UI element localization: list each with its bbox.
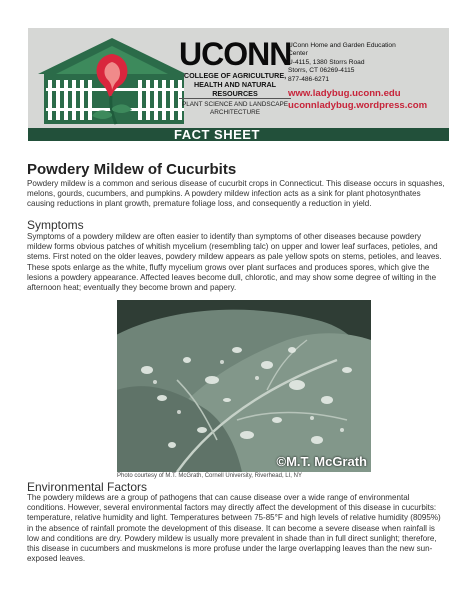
uconn-house-logo-icon [34,34,194,126]
powdery-mildew-leaf-photo [117,300,371,472]
page-title: Powdery Mildew of Cucurbits [27,161,237,178]
header-banner [28,28,449,128]
college-name: COLLEGE OF AGRICULTURE, HEALTH AND NATURAL RESOURCES [183,71,287,98]
uconn-brand: UCONN [179,36,292,72]
fact-sheet-bar [28,128,449,141]
symptoms-paragraph: Symptoms of a powdery mildew are often easier to identify than symptoms of other diseases because powdery mildew forms obvious patches of whitish mycelium (resembling talc) on upper and lower leaf surfaces, petioles, and stems. First noted on the older leaves, powdery mildew appears as pale yellow spots on stems, petioles, and leaves. These spots enlarge as the white, fluffy mycelium grows over plant surfaces and produces spores, which give the lesions a powdery appearance. Affected leaves become dull, chlorotic, and may show some degree of wilting in the afternoon heat; eventually they become brown and papery. [27,232,442,293]
photo-watermark: ©M.T. McGrath [276,454,367,469]
header-divider [179,98,291,99]
wordpress-blog-link[interactable]: uconnladybug.wordpress.com [288,99,428,111]
ladybug-site-link[interactable]: www.ladybug.uconn.edu [288,88,401,99]
symptoms-heading: Symptoms [27,218,84,232]
center-address: UConn Home and Garden Education Center U-4115, 1380 Storrs Road Storrs, CT 06269-4115 877-486-6271 [288,42,396,83]
leaf-image [117,300,371,472]
environmental-factors-paragraph: The powdery mildews are a group of pathogens that can cause disease over a wide range of environmental conditions. However, several environmental factors may directly affect the development of this disease in cucurbits: temperature, relative humidity and light. Temperatures between 75-85°F and high levels of relative humidity (8095%) in the absence of rainfall promote the development of this disease. It can become a severe disease when rainfall is low and conditions are dry. Powdery mildew is usually more prevalent in shade than in full direct sunlight; therefore, this disease in cucumbers and muskmelons is more profuse under the large overlapping leaves than the new sun-exposed leaves. [27,493,441,564]
fact-sheet-label: FACT SHEET [174,127,260,142]
photo-caption: Photo courtesy of M.T. McGrath, Cornell University, Riverhead, LI, NY [117,473,302,479]
intro-paragraph: Powdery mildew is a common and serious disease of cucurbit crops in Connecticut. This disease occurs in squashes, melons, gourds, cucumbers, and pumpkins. A powdery mildew infection acts as a sink for plant photosynthates causing reductions in plant growth, premature foliage loss, and consequently a reduction in yield. [27,179,445,209]
environmental-factors-heading: Environmental Factors [27,480,148,494]
department-name: PLANT SCIENCE AND LANDSCAPE ARCHITECTURE [181,101,289,116]
website-links [288,88,427,111]
